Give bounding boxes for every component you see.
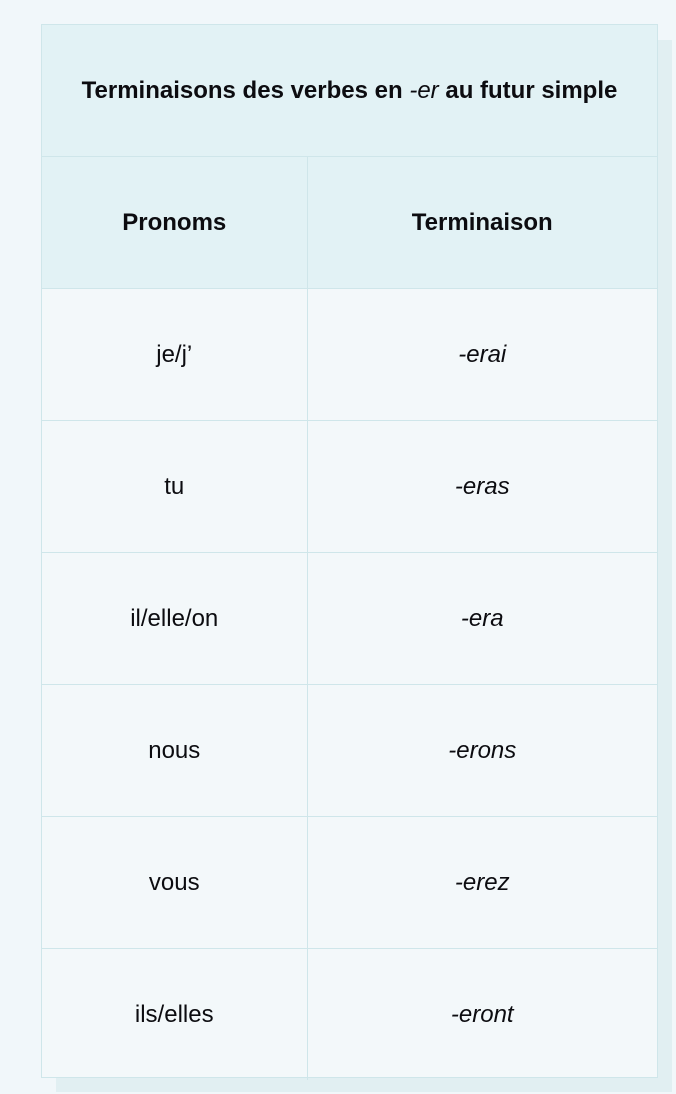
ending-cell: -erons xyxy=(307,685,657,817)
pronoun-cell: il/elle/on xyxy=(42,553,307,685)
pronoun-cell: tu xyxy=(42,421,307,553)
table-row xyxy=(42,289,657,421)
ending-cell: -erez xyxy=(307,817,657,949)
conjugation-table xyxy=(41,24,658,1078)
ending-cell: -eront xyxy=(307,949,657,1081)
ending-cell: -eras xyxy=(307,421,657,553)
pronoun-cell: ils/elles xyxy=(42,949,307,1081)
table-row xyxy=(42,553,657,685)
table-row xyxy=(42,685,657,817)
ending-cell: -era xyxy=(307,553,657,685)
table-row xyxy=(42,949,657,1081)
pronoun-cell: vous xyxy=(42,817,307,949)
ending-cell: -erai xyxy=(307,289,657,421)
table-row xyxy=(42,421,657,553)
title-ending: -er xyxy=(409,76,439,104)
table-header-row xyxy=(42,157,657,289)
header-terminaison: Terminaison xyxy=(307,157,657,289)
table-row xyxy=(42,817,657,949)
pronoun-cell: je/j’ xyxy=(42,289,307,421)
table-title xyxy=(42,25,657,157)
title-prefix: Terminaisons des verbes en xyxy=(81,76,410,104)
table-title-row xyxy=(42,25,657,157)
pronoun-cell: nous xyxy=(42,685,307,817)
header-pronoms: Pronoms xyxy=(42,157,307,289)
title-suffix: au futur simple xyxy=(438,76,618,104)
table xyxy=(42,25,657,1080)
